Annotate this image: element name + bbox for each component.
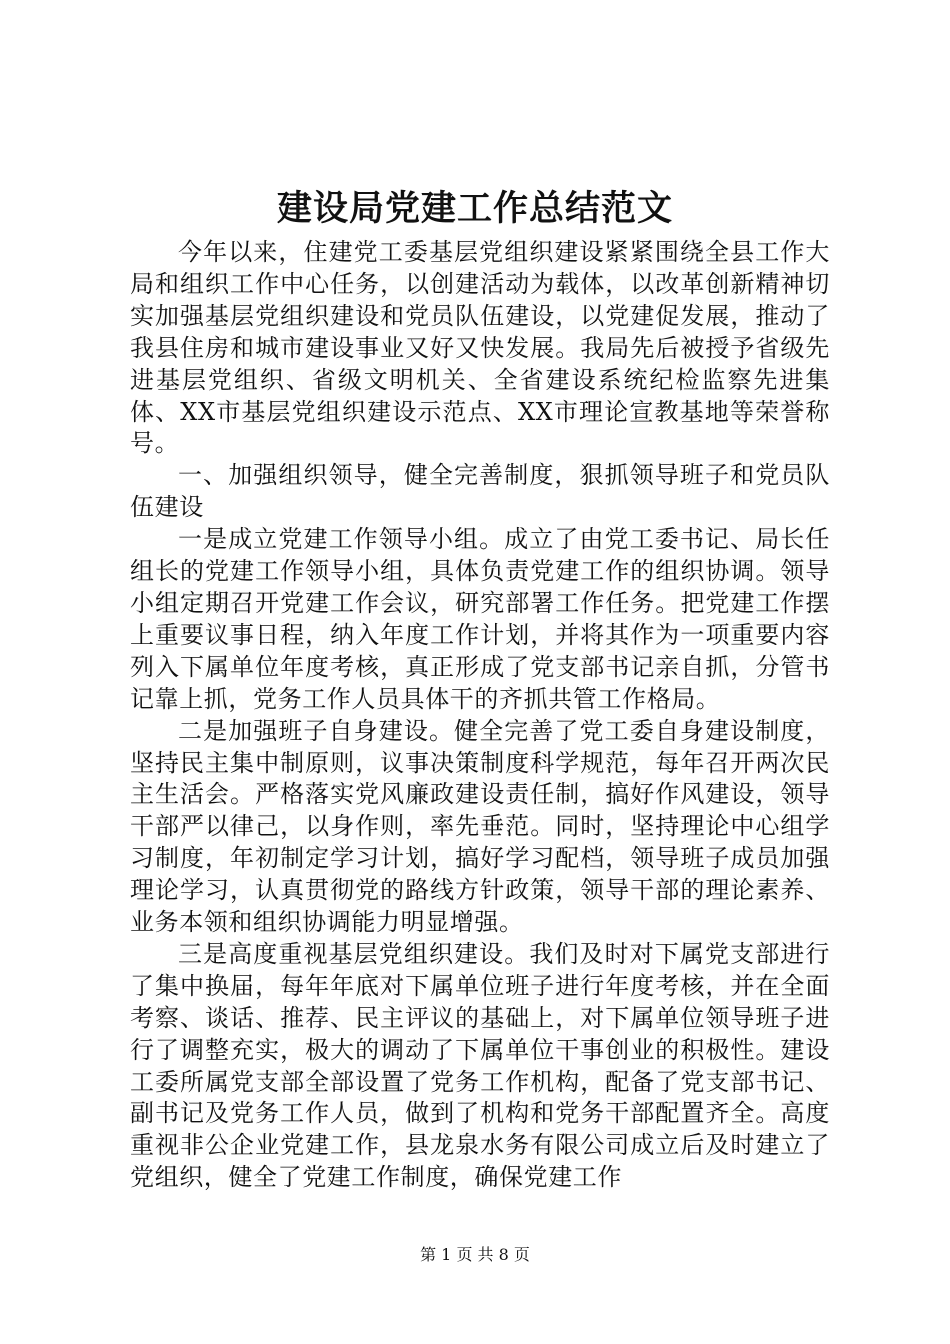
paragraph-item-1: 一是成立党建工作领导小组。成立了由党工委书记、局长任组长的党建工作领导小组，具体负责党建工作的组织协调。领导小组定期召开党建工作会议，研究部署工作任务。把党建工作摆上重要议事日程，纳入年度工作计划，并将其作为一项重要内容列入下属单位年度考核，真正形成了党支部书记亲自抓，分管书记靠上抓，党务工作人员具体干的齐抓共管工作格局。	[130, 525, 830, 713]
paragraph-item-3: 三是高度重视基层党组织建设。我们及时对下属党支部进行了集中换届，每年年底对下属单位班子进行年度考核，并在全面考察、谈话、推荐、民主评议的基础上，对下属单位领导班子进行了调整充实，极大的调动了下属单位干事创业的积极性。建设工委所属党支部全部设置了党务工作机构，配备了党支部书记、副书记及党务工作人员，做到了机构和党务干部配置齐全。高度重视非公企业党建工作，县龙泉水务有限公司成立后及时建立了党组织，健全了党建工作制度，确保党建工作	[130, 939, 830, 1192]
document-body	[130, 237, 830, 1194]
document-title: 建设局党建工作总结范文	[276, 188, 673, 229]
section-heading: 一、加强组织领导，健全完善制度，狠抓领导班子和党员队伍建设	[130, 461, 830, 522]
paragraph-intro: 今年以来，住建党工委基层党组织建设紧紧围绕全县工作大局和组织工作中心任务，以创建活动为载体，以改革创新精神切实加强基层党组织建设和党员队伍建设，以党建促发展，推动了我县住房和城市建设事业又好又快发展。我局先后被授予省级先进基层党组织、省级文明机关、全省建设系统纪检监察先进集体、XX市基层党组织建设示范点、XX市理论宣教基地等荣誉称号。	[130, 238, 830, 458]
page-footer: 第 1 页 共 8 页	[420, 1245, 530, 1264]
paragraph-item-2: 二是加强班子自身建设。健全完善了党工委自身建设制度，坚持民主集中制原则，议事决策制度科学规范，每年召开两次民主生活会。严格落实党风廉政建设责任制，搞好作风建设，领导干部严以律己，以身作则，率先垂范。同时，坚持理论中心组学习制度，年初制定学习计划，搞好学习配档，领导班子成员加强理论学习，认真贯彻党的路线方针政策，领导干部的理论素养、业务本领和组织协调能力明显增强。	[130, 716, 830, 937]
